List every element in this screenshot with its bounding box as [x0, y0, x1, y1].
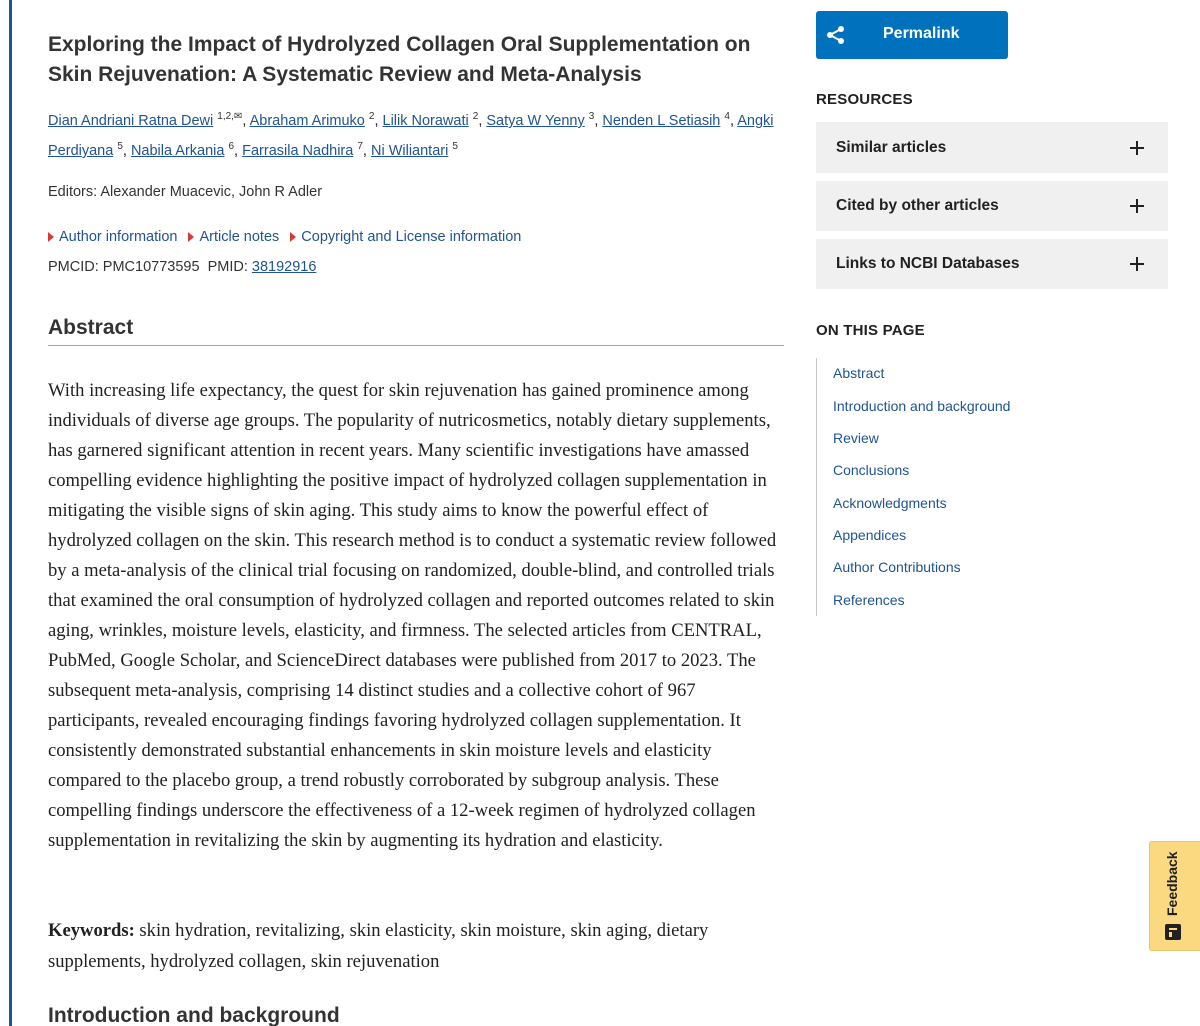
plus-icon [1130, 141, 1144, 155]
article-notes-label: Article notes [199, 229, 280, 245]
copyright-license-toggle[interactable] [290, 229, 521, 245]
keywords-label: Keywords: [48, 920, 135, 941]
plus-icon [1130, 257, 1144, 271]
pmid-label: PMID: [207, 259, 248, 275]
article-title: Exploring the Impact of Hydrolyzed Collagen Oral Supplementation on Skin Rejuvenation: A Systematic Review and Meta-Analysis [48, 33, 751, 86]
ncbi-databases-accordion[interactable] [816, 239, 1168, 289]
toc-link-conclusions[interactable]: Conclusions [833, 462, 910, 478]
similar-articles-accordion[interactable] [816, 122, 1168, 173]
author-affiliation: 7 [357, 141, 363, 152]
triangle-right-icon [188, 232, 194, 242]
author-link[interactable]: Nenden L Setiasih [602, 113, 721, 129]
triangle-right-icon [48, 232, 54, 242]
resources-heading: RESOURCES [816, 91, 913, 108]
author-affiliation: 4 [724, 111, 730, 122]
author-affiliation: 2 [368, 111, 375, 122]
author-link[interactable]: Abraham Arimuko [249, 113, 365, 129]
abstract-heading: Abstract [48, 316, 784, 346]
author-affiliation: 5 [117, 141, 123, 152]
plus-icon [1130, 199, 1144, 213]
feedback-button[interactable] [1149, 841, 1200, 951]
article-notes-toggle[interactable] [188, 229, 279, 245]
triangle-right-icon [290, 232, 296, 242]
feedback-icon [1165, 924, 1181, 940]
cited-by-label: Cited by other articles [836, 197, 999, 214]
keywords [48, 916, 784, 977]
author-information-label: Author information [59, 229, 178, 245]
author-link[interactable]: Nabila Arkania [130, 143, 225, 159]
author-link[interactable]: Angki Perdiyana [48, 113, 774, 159]
author-affiliation: 2 [472, 111, 479, 122]
toc-link-acknowledgments[interactable]: Acknowledgments [833, 495, 947, 511]
introduction-heading: Introduction and background [48, 1004, 340, 1026]
toc-link-introduction[interactable]: Introduction and background [833, 398, 1011, 414]
ncbi-databases-label: Links to NCBI Databases [836, 255, 1020, 272]
author-link[interactable]: Dian Andriani Ratna Dewi [48, 113, 214, 129]
abstract-text: With increasing life expectancy, the quest for skin rejuvenation has gained prominence among individuals of diverse age groups. The popularity of nutricosmetics, notably dietary supplements, has garnered significant attention in recent years. Many scientific investigations have amassed compelling evidence highlighting the positive impact of hydrolyzed collagen supplementation in mitigating the visible signs of skin aging. This study aims to know the powerful effect of hydrolyzed collagen on the skin. This research method is to conduct a systematic review followed by a meta-analysis of the clinical trial focusing on randomized, double-blind, and controlled trials that examined the oral consumption of hydrolyzed collagen and reported outcomes related to skin aging, wrinkles, moisture levels, elasticity, and firmness. The selected articles from CENTRAL, PubMed, Google Scholar, and ScienceDirect databases were published from 2017 to 2023. The subsequent meta-analysis, comprising 14 distinct studies and a collective cohort of 967 participants, revealed encouraging findings favoring hydrolyzed collagen supplementation. It consistently demonstrated substantial enhancements in skin moisture levels and elasticity compared to the placebo group, a trend robustly corroborated by subgroup analysis. These compelling findings underscore the effectiveness of a 12-week regimen of hydrolyzed collagen supplementation in revitalizing the skin by augmenting its hydration and elasticity. [48, 380, 777, 851]
pmid-link[interactable]: 38192916 [251, 259, 317, 275]
left-accent-rule [9, 0, 12, 1026]
on-this-page-heading: ON THIS PAGE [816, 322, 925, 339]
article-ids [48, 259, 316, 275]
share-icon [826, 25, 846, 45]
cited-by-accordion[interactable] [816, 181, 1168, 231]
author-affiliation: 3 [588, 111, 595, 122]
author-link[interactable]: Satya W Yenny [486, 113, 585, 129]
feedback-label: Feedback [1164, 851, 1180, 916]
keywords-text: skin hydration, revitalizing, skin elasticity, skin moisture, skin aging, dietary supplements, hydrolyzed collagen, skin rejuvenation [48, 920, 709, 972]
permalink-label: Permalink [883, 25, 960, 42]
author-affiliation: 6 [228, 141, 235, 152]
author-link[interactable]: Lilik Norawati [382, 113, 469, 129]
author-information-toggle[interactable] [48, 229, 177, 245]
editors-line: Editors: Alexander Muacevic, John R Adler [48, 184, 323, 200]
author-link[interactable]: Ni Wiliantari [370, 143, 449, 159]
toc-link-author-contributions[interactable]: Author Contributions [833, 559, 961, 575]
toc-link-references[interactable]: References [833, 592, 905, 608]
similar-articles-label: Similar articles [836, 138, 947, 156]
author-affiliation: 5 [452, 141, 458, 152]
toc-link-abstract[interactable]: Abstract [833, 365, 885, 381]
permalink-button[interactable] [816, 11, 1008, 59]
pmcid: PMCID: PMC10773595 [48, 259, 200, 275]
toc-link-appendices[interactable]: Appendices [833, 527, 907, 543]
copyright-license-label: Copyright and License information [301, 229, 522, 245]
toc-link-review[interactable]: Review [833, 430, 879, 446]
author-affiliation: 1,2,✉ [217, 111, 243, 122]
article-info-links [48, 229, 521, 245]
author-link[interactable]: Farrasila Nadhira [242, 143, 354, 159]
on-this-page-nav [816, 358, 1168, 616]
author-list: Dian Andriani Ratna Dewi $^{1,2,✉}$, Abraham Arimuko $^2$, Lilik Norawati $^2$, Satya W Yenny $^3$, Nenden L Setiasih $^4$, Angki Perdiyana $^5$, Nabila Arkania $^6$, Farrasila Nadhira $^7$, Ni Wiliantari $^5$ [48, 111, 774, 159]
